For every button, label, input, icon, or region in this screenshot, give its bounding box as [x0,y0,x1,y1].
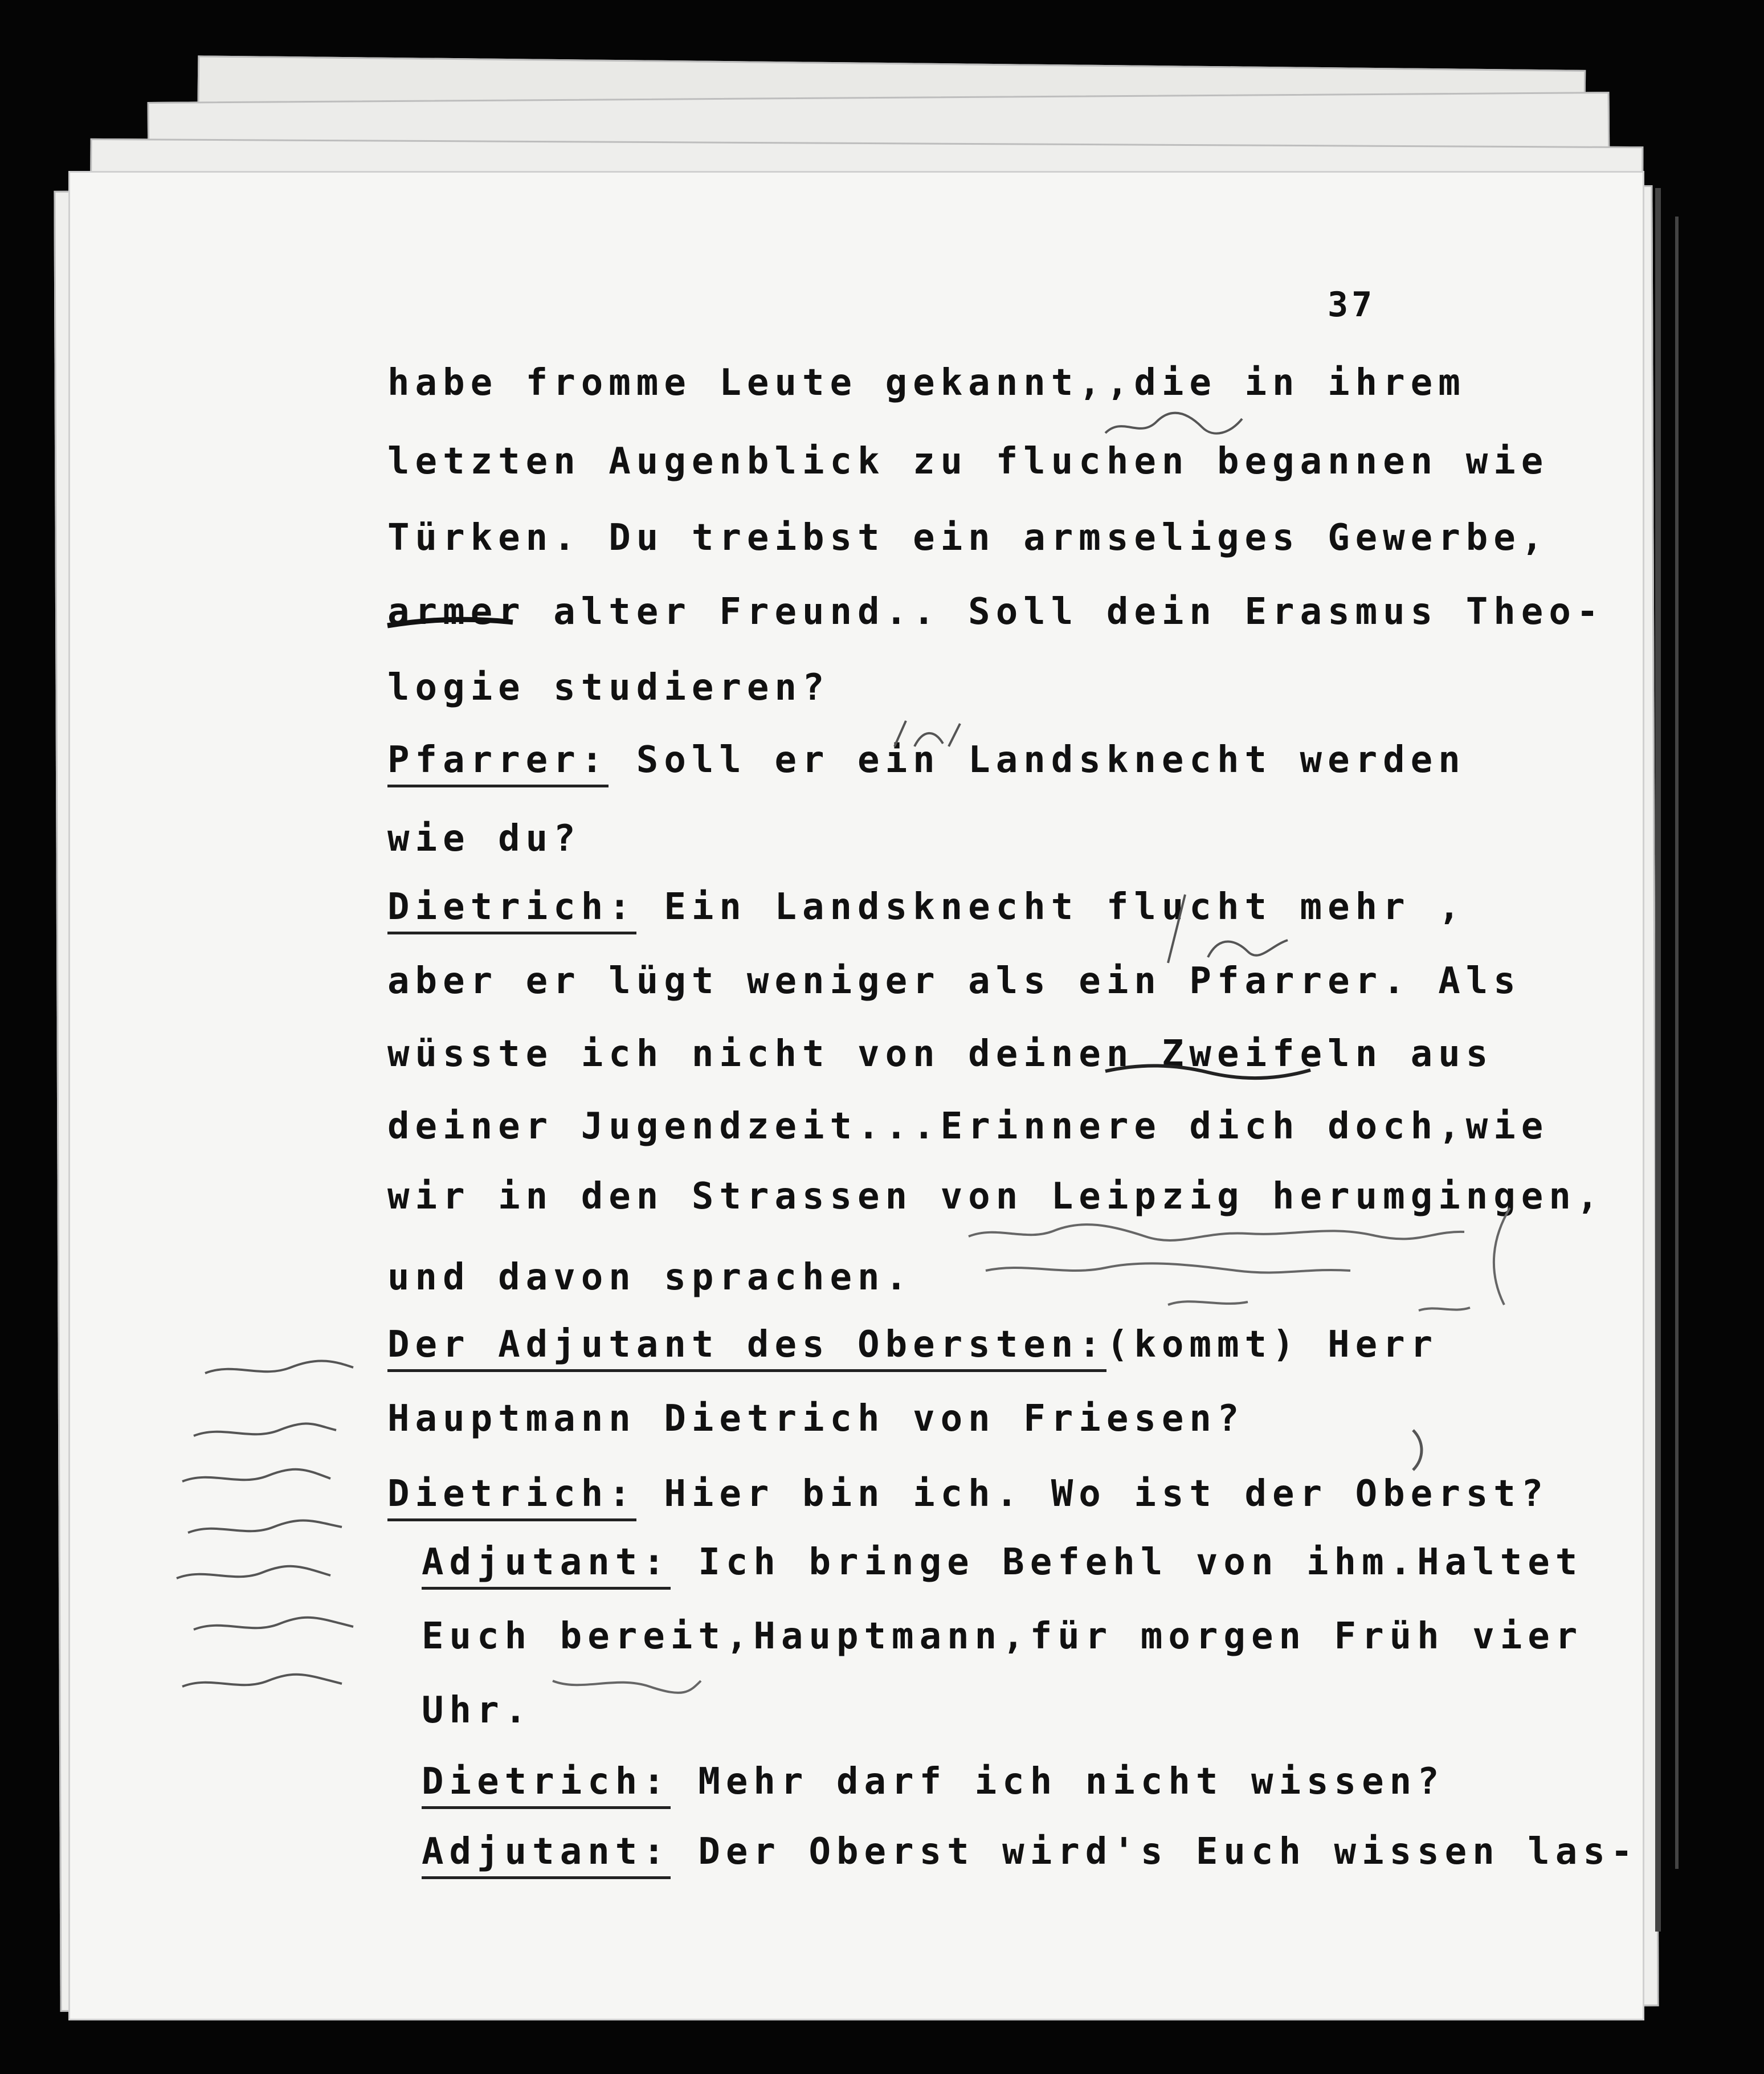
text-line: Uhr. [422,1689,533,1732]
speaker-label: Dietrich: [387,1473,636,1521]
handwritten-annotation [963,1191,1550,1328]
text-line: habe fromme Leute gekannt,,die in ihrem [387,362,1466,404]
text-line: und davon sprachen. [387,1256,913,1299]
dialogue-line: Adjutant: Der Oberst wird's Euch wissen las- [422,1834,1638,1870]
text-line: aber er lügt weniger als ein Pfarrer. Als [387,960,1521,1002]
speaker-label: Dietrich: [422,1761,671,1809]
text-line: wie du? [387,818,581,860]
page-number: 37 [1328,285,1376,325]
speaker-label: Pfarrer: [387,739,609,787]
bracket-mark [1402,1424,1436,1476]
text-line: letzten Augenblick zu fluchen begannen wie [387,440,1549,483]
text-line: deiner Jugendzeit...Erinnere dich doch,wie [387,1105,1549,1148]
strikethrough-mark [382,593,530,638]
handwritten-annotation [547,1664,707,1704]
underline-mark [1100,1054,1316,1088]
speaker-label: Dietrich: [387,886,636,934]
handwritten-annotation [1162,877,1310,991]
handwritten-annotation [1100,399,1248,450]
text-line: Euch bereit,Hauptmann,für morgen Früh vier [422,1615,1583,1657]
speaker-label: Adjutant: [422,1831,671,1879]
dialogue-line: Adjutant: Ich bringe Befehl von ihm.Haltet [422,1544,1583,1581]
speaker-label: Adjutant: [422,1541,671,1590]
margin-note [171,1350,365,1715]
text-line: wüsste ich nicht von deinen Zweifeln aus [387,1033,1494,1075]
speaker-label: Der Adjutant des Obersten: [387,1324,1106,1372]
text-line: wir in den Strassen von Leipzig herumgingen, [387,1175,1604,1218]
dialogue-line: Der Adjutant des Obersten:(kommt) Herr [387,1326,1438,1363]
text-line: Türken. Du treibst ein armseliges Gewerbe, [387,517,1549,559]
text-line: armer alter Freund.. Soll dein Erasmus Theo- [387,591,1604,633]
dialogue-line: Dietrich: Mehr darf ich nicht wissen? [422,1763,1445,1800]
stack-edge [1675,217,1679,1869]
dialogue-line: Dietrich: Hier bin ich. Wo ist der Oberst? [387,1476,1549,1512]
handwritten-annotation [889,712,969,758]
text-line: logie studieren? [387,667,830,709]
text-line: Hauptmann Dietrich von Friesen? [387,1398,1245,1440]
stack-edge [1655,188,1661,1932]
dialogue-line: Dietrich: Ein Landsknecht flucht mehr , [387,889,1466,925]
dialogue-line: Pfarrer: Soll er ein Landsknecht werden [387,742,1466,778]
